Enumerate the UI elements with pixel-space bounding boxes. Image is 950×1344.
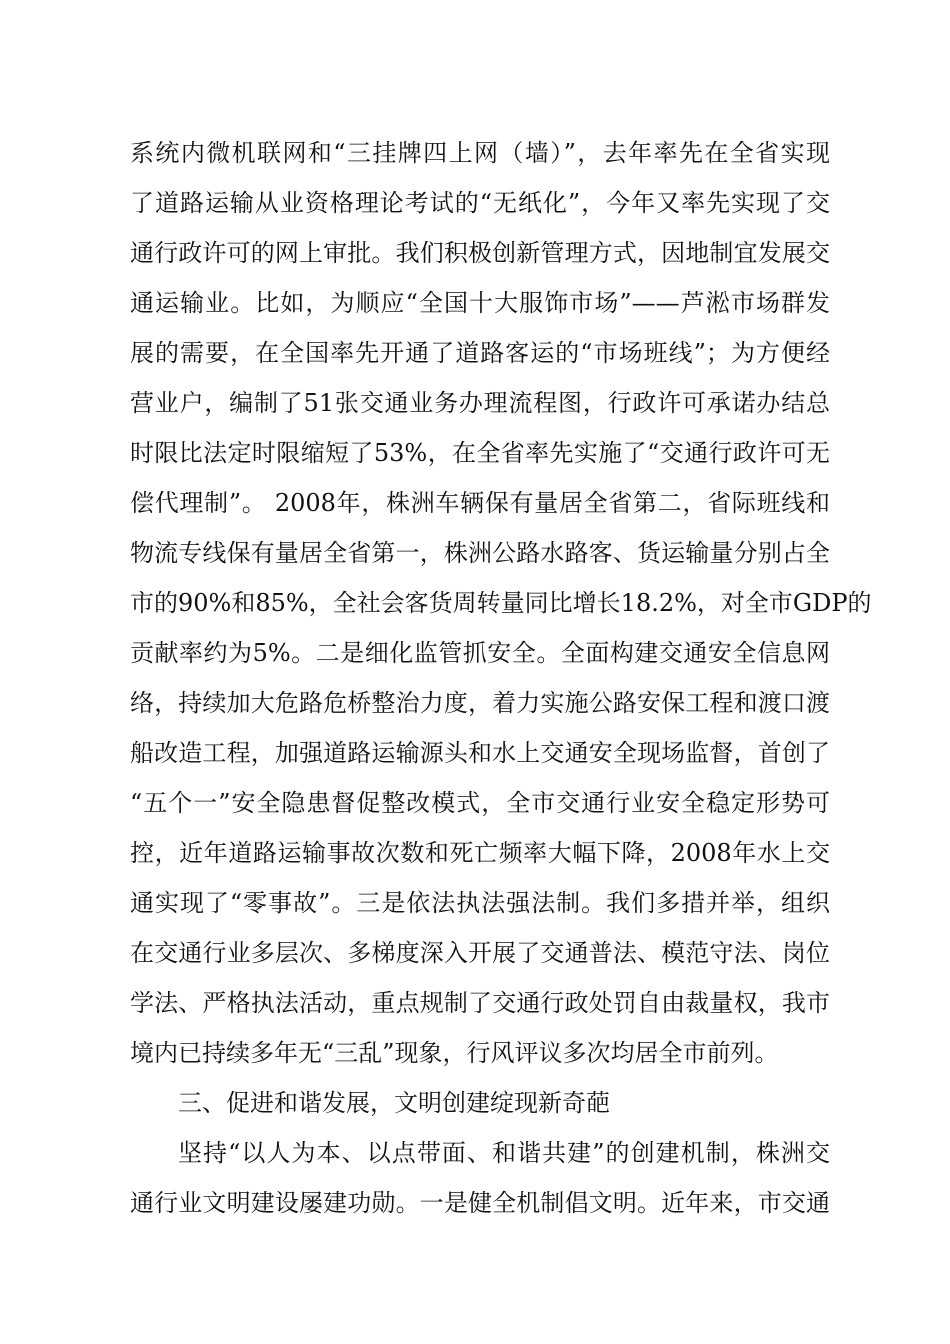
paragraph-line-15: 控，近年道路运输事故次数和死亡频率大幅下降，2008年水上交 [130,839,830,867]
paragraph-line-17: 在交通行业多层次、多梯度深入开展了交通普法、模范守法、岗位 [130,939,830,967]
paragraph-line-8: 偿代理制”。 2008年，株洲车辆保有量居全省第二，省际班线和 [130,489,830,517]
paragraph-line-3: 通行政许可的网上审批。我们积极创新管理方式，因地制宜发展交 [130,239,830,267]
paragraph-line-18: 学法、严格执法活动，重点规制了交通行政处罚自由裁量权，我市 [130,989,830,1017]
paragraph-line-12: 络，持续加大危路危桥整治力度，着力实施公路安保工程和渡口渡 [130,689,830,717]
paragraph-line-9: 物流专线保有量居全省第一，株洲公路水路客、货运输量分别占全 [130,539,830,567]
paragraph-line-5: 展的需要，在全国率先开通了道路客运的“市场班线”；为方便经 [130,339,830,367]
paragraph-line-11: 贡献率约为5%。二是细化监管抓安全。全面构建交通安全信息网 [130,639,830,667]
paragraph-line-1: 系统内微机联网和“三挂牌四上网（墙）”，去年率先在全省实现 [130,139,830,167]
paragraph-line-6: 营业户，编制了51张交通业务办理流程图，行政许可承诺办结总 [130,389,830,417]
paragraph-line-19: 境内已持续多年无“三乱”现象，行风评议多次均居全市前列。 [130,1039,779,1067]
paragraph-line-21: 坚持“以人为本、以点带面、和谐共建”的创建机制，株洲交 [178,1139,830,1167]
paragraph-line-4: 通运输业。比如，为顺应“全国十大服饰市场”——芦淞市场群发 [130,289,830,317]
paragraph-line-22: 通行业文明建设屡建功勋。一是健全机制倡文明。近年来，市交通 [130,1189,830,1217]
paragraph-line-16: 通实现了“零事故”。三是依法执法强法制。我们多措并举，组织 [130,889,830,917]
section-heading: 三、促进和谐发展，文明创建绽现新奇葩 [178,1089,610,1117]
paragraph-line-2: 了道路运输从业资格理论考试的“无纸化”，今年又率先实现了交 [130,189,830,217]
paragraph-line-13: 船改造工程，加强道路运输源头和水上交通安全现场监督，首创了 [130,739,830,767]
paragraph-line-10: 市的90%和85%，全社会客货周转量同比增长18.2%，对全市GDP的 [130,589,872,617]
document-page [130,128,872,1228]
paragraph-line-14: “五个一”安全隐患督促整改模式，全市交通行业安全稳定形势可 [130,789,830,817]
paragraph-line-7: 时限比法定时限缩短了53%，在全省率先实施了“交通行政许可无 [130,439,830,467]
